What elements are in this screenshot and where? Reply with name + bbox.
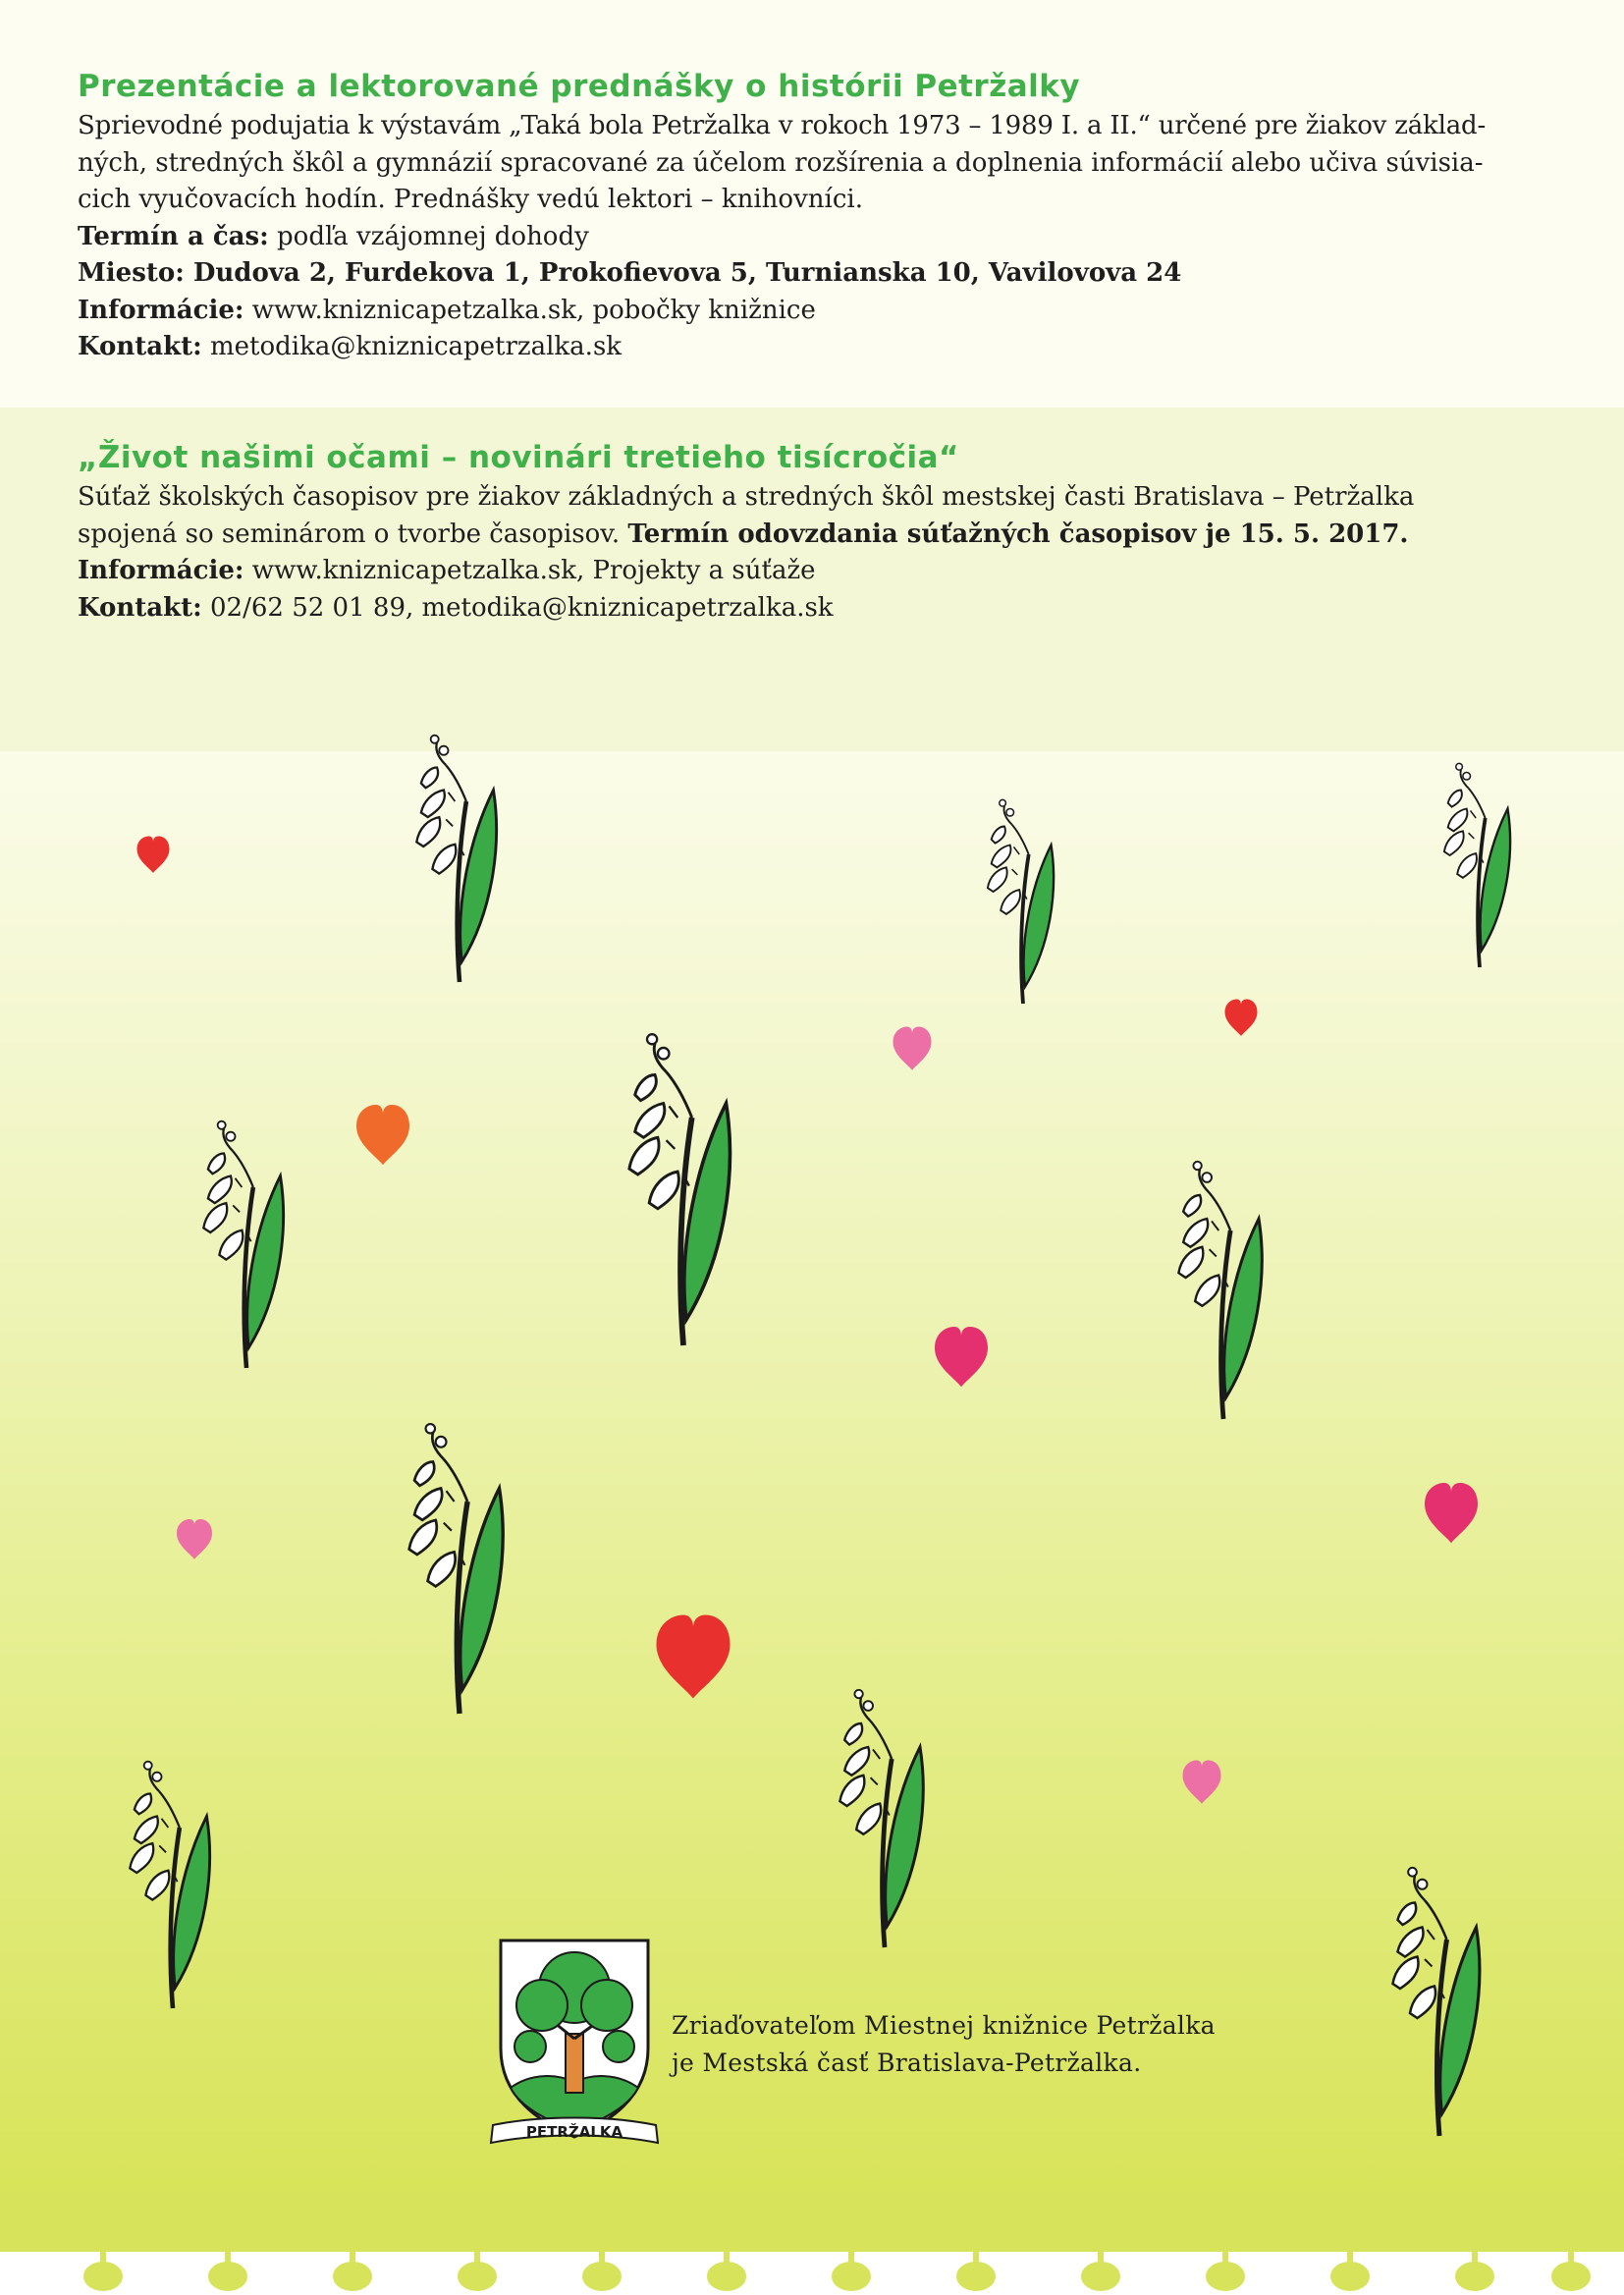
heart-icon <box>356 1105 409 1165</box>
credit-line: Zriaďovateľom Miestnej knižnice Petržalka <box>672 2011 1216 2040</box>
info-label: Informácie: <box>78 295 244 325</box>
heart-icon <box>893 1027 932 1070</box>
body-line: Súťaž školských časopisov pre žiakov základných a stredných škôl mestskej časti Bratislava – Petržalka <box>78 482 1415 512</box>
lily-icon <box>416 736 496 982</box>
lily-icon <box>1178 1162 1262 1419</box>
contact-link[interactable]: 02/62 52 01 89, metodika@kniznicapetrzalka.sk <box>201 592 834 623</box>
petrzalka-crest-icon <box>491 1940 658 2143</box>
heart-icon <box>137 837 170 873</box>
contact-label: Kontakt: <box>78 592 202 623</box>
place-label: Miesto: <box>78 258 185 288</box>
place-value: Dudova 2, Furdekova 1, Prokofievova 5, Turnianska 10, Vavilovova 24 <box>184 258 1182 288</box>
section-competition-title: „Život našimi očami – novinári tretieho tisícročia“ <box>78 440 959 475</box>
body-text: spojená so seminárom o tvorbe časopisov. <box>78 519 628 549</box>
body-line: Sprievodné podujatia k výstavám „Taká bola Petržalka v rokoch 1973 – 1989 I. a II.“ určené pre žiakov základ- <box>78 111 1487 140</box>
crest-banner: PETRŽALKA <box>525 2123 623 2141</box>
lily-icon <box>203 1121 283 1368</box>
body-line: cich vyučovacích hodín. Prednášky vedú lektori – knihovníci. <box>78 185 863 214</box>
lily-icon <box>629 1034 730 1345</box>
lily-icon <box>130 1762 209 2008</box>
heart-icon <box>1225 1000 1258 1036</box>
section-lectures-title: Prezentácie a lektorované prednášky o histórii Petržalky <box>78 69 1081 104</box>
heart-icon <box>177 1519 212 1559</box>
term-value: podľa vzájomnej dohody <box>268 221 589 251</box>
info-link[interactable]: www.kniznicapetzalka.sk, Projekty a súťaže <box>244 556 816 585</box>
heart-icon <box>657 1615 731 1699</box>
info-label: Informácie: <box>78 556 244 585</box>
body-line: ných, stredných škôl a gymnázií spracované za účelom rozšírenia a doplnenia informácií alebo učiva súvisia- <box>78 147 1484 178</box>
lilies-of-the-valley <box>130 736 1510 2136</box>
info-link[interactable]: www.kniznicapetzalka.sk, pobočky knižnice <box>244 295 816 325</box>
ground-strip <box>0 2193 1624 2288</box>
hearts <box>137 837 1479 1804</box>
lily-icon <box>1444 763 1510 967</box>
term-label: Termín a čas: <box>78 221 269 251</box>
contact-label: Kontakt: <box>78 332 202 361</box>
heart-icon <box>1183 1761 1221 1804</box>
contact-email-link[interactable]: metodika@kniznicapetrzalka.sk <box>201 332 623 361</box>
lily-icon <box>1393 1868 1480 2136</box>
credit-line: je Mestská časť Bratislava-Petržalka. <box>672 2049 1142 2077</box>
deadline-text: Termín odovzdania súťažných časopisov je 15. 5. 2017. <box>627 519 1409 549</box>
lily-icon <box>409 1424 503 1714</box>
lily-icon <box>988 799 1054 1004</box>
founder-credit <box>672 2007 1216 2082</box>
lily-icon <box>839 1690 923 1947</box>
heart-icon <box>935 1327 988 1387</box>
heart-icon <box>1425 1483 1478 1543</box>
